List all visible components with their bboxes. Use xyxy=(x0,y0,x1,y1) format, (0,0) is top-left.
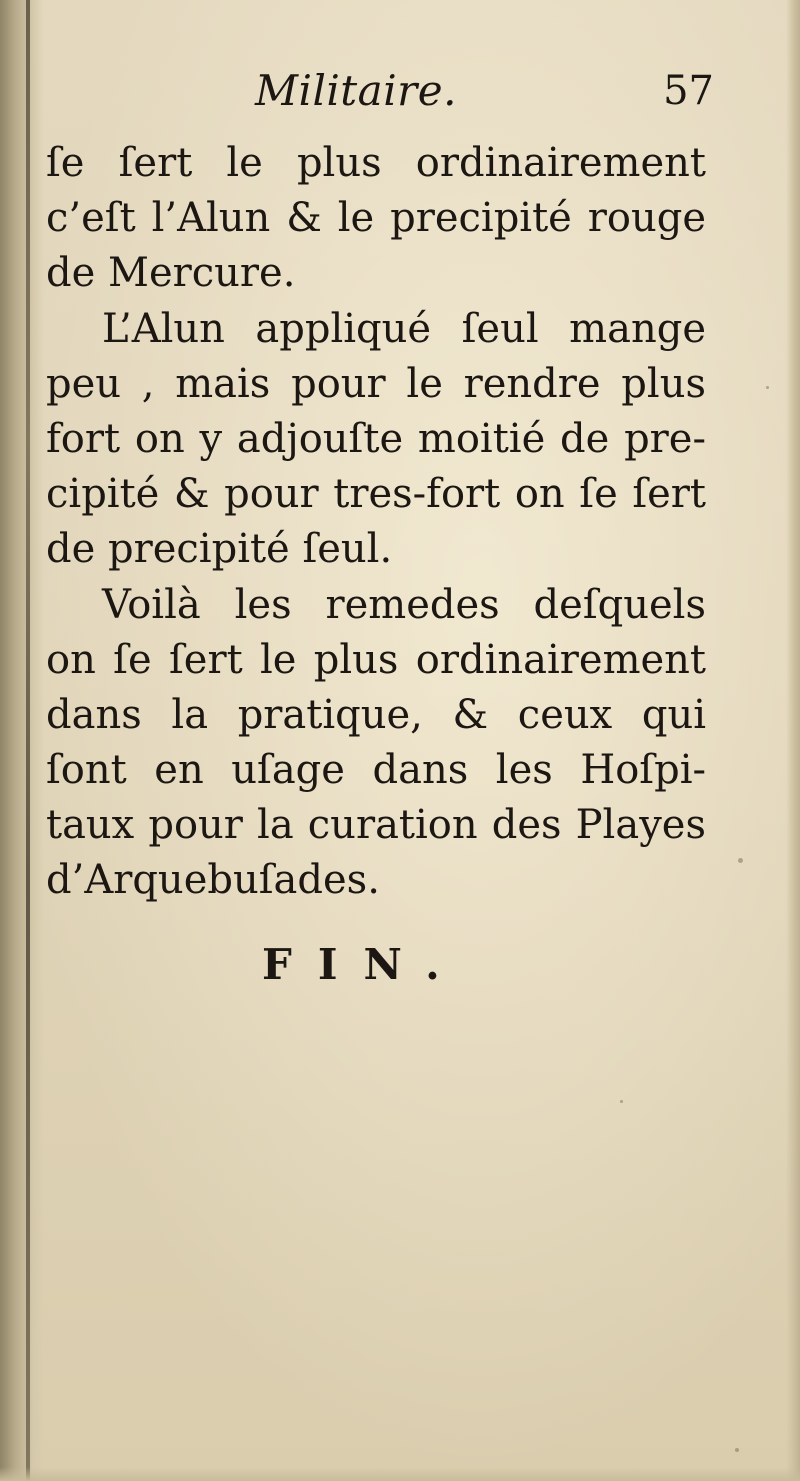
finis-heading: FIN. xyxy=(262,940,466,989)
text-line: ſont en uſage dans les Hoſpi- xyxy=(46,747,706,794)
text-line: L’Alun appliqué ſeul mange xyxy=(102,305,706,352)
text-line: de precipité ſeul. xyxy=(46,526,393,573)
text-line: dans la pratique, & ceux qui xyxy=(46,691,706,738)
paper-speck xyxy=(735,1448,739,1452)
text-line: taux pour la curation des Playes xyxy=(46,802,706,849)
paper-speck xyxy=(766,386,769,389)
page-edge-bottom xyxy=(0,1467,800,1481)
text-line: peu , mais pour le rendre plus xyxy=(46,360,706,407)
paper-speck xyxy=(738,858,743,863)
text-line: c’eſt l’Alun & le precipité rouge xyxy=(46,195,706,242)
page-header xyxy=(40,66,720,130)
running-title: Militaire. xyxy=(255,66,457,115)
body-text xyxy=(46,136,706,909)
text-line: de Mercure. xyxy=(46,250,296,297)
page-number: 57 xyxy=(663,68,714,114)
binding-shadow xyxy=(26,0,30,1481)
text-line: cipité & pour tres-fort on ſe ſert xyxy=(46,471,706,518)
paper-speck xyxy=(620,1100,623,1103)
binding-gutter xyxy=(0,0,44,1481)
text-line: d’Arquebuſades. xyxy=(46,857,380,904)
text-line: Voilà les remedes deſquels xyxy=(102,581,706,628)
text-line: on ſe ſert le plus ordinairement xyxy=(46,636,706,683)
text-line: fort on y adjouſte moitié de pre- xyxy=(46,415,706,462)
text-line: ſe ſert le plus ordinairement xyxy=(46,140,706,186)
page-edge-right xyxy=(786,0,800,1481)
